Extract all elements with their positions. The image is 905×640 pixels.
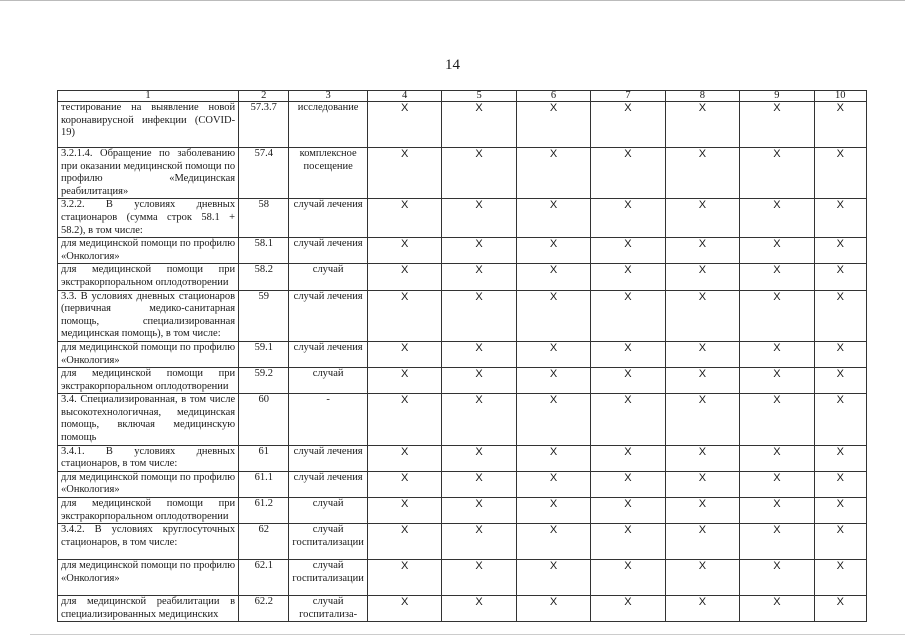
value-cell: X bbox=[591, 264, 665, 290]
value-cell: X bbox=[591, 445, 665, 471]
value-cell: X bbox=[665, 238, 739, 264]
column-number: 10 bbox=[814, 91, 866, 102]
value-cell: X bbox=[367, 445, 441, 471]
unit-of-measure: случай лечения bbox=[289, 341, 367, 367]
value-cell: X bbox=[740, 394, 814, 445]
value-cell: X bbox=[814, 148, 866, 199]
unit-of-measure: случай лечения bbox=[289, 290, 367, 341]
row-code: 59.1 bbox=[239, 341, 289, 367]
value-cell: X bbox=[442, 596, 516, 622]
row-code: 57.3.7 bbox=[239, 102, 289, 148]
value-cell: X bbox=[740, 148, 814, 199]
value-cell: X bbox=[367, 596, 441, 622]
value-cell: X bbox=[516, 394, 590, 445]
value-cell: X bbox=[516, 341, 590, 367]
value-cell: X bbox=[516, 199, 590, 238]
value-cell: X bbox=[740, 238, 814, 264]
value-cell: X bbox=[665, 445, 739, 471]
value-cell: X bbox=[442, 341, 516, 367]
unit-of-measure: комплексное посещение bbox=[289, 148, 367, 199]
value-cell: X bbox=[516, 264, 590, 290]
value-cell: X bbox=[591, 524, 665, 560]
value-cell: X bbox=[442, 238, 516, 264]
value-cell: X bbox=[740, 199, 814, 238]
value-cell: X bbox=[367, 394, 441, 445]
value-cell: X bbox=[740, 471, 814, 497]
header-row bbox=[58, 91, 867, 102]
indicator-name: для медицинской помощи при экстракорпоральном оплодотворении bbox=[58, 368, 239, 394]
unit-of-measure: случай лечения bbox=[289, 238, 367, 264]
value-cell: X bbox=[367, 148, 441, 199]
row-code: 59 bbox=[239, 290, 289, 341]
value-cell: X bbox=[740, 498, 814, 524]
value-cell: X bbox=[591, 368, 665, 394]
column-number: 7 bbox=[591, 91, 665, 102]
unit-of-measure: исследование bbox=[289, 102, 367, 148]
unit-of-measure: случай лечения bbox=[289, 445, 367, 471]
value-cell: X bbox=[665, 148, 739, 199]
table-row bbox=[58, 445, 867, 471]
row-code: 58.1 bbox=[239, 238, 289, 264]
value-cell: X bbox=[740, 560, 814, 596]
unit-of-measure: случай bbox=[289, 264, 367, 290]
indicator-name: 3.2.1.4. Обращение по заболеванию при оказании медицинской помощи по профилю «Медицинская реабилитация» bbox=[58, 148, 239, 199]
value-cell: X bbox=[516, 596, 590, 622]
value-cell: X bbox=[367, 290, 441, 341]
value-cell: X bbox=[516, 471, 590, 497]
value-cell: X bbox=[591, 102, 665, 148]
value-cell: X bbox=[367, 368, 441, 394]
value-cell: X bbox=[367, 238, 441, 264]
table-row bbox=[58, 498, 867, 524]
column-number: 6 bbox=[516, 91, 590, 102]
value-cell: X bbox=[814, 341, 866, 367]
value-cell: X bbox=[591, 560, 665, 596]
column-number: 9 bbox=[740, 91, 814, 102]
value-cell: X bbox=[367, 264, 441, 290]
value-cell: X bbox=[665, 264, 739, 290]
value-cell: X bbox=[591, 341, 665, 367]
value-cell: X bbox=[367, 102, 441, 148]
value-cell: X bbox=[814, 445, 866, 471]
row-code: 59.2 bbox=[239, 368, 289, 394]
table-row bbox=[58, 199, 867, 238]
value-cell: X bbox=[740, 102, 814, 148]
value-cell: X bbox=[814, 394, 866, 445]
value-cell: X bbox=[516, 238, 590, 264]
page-number: 14 bbox=[445, 57, 460, 73]
column-number: 5 bbox=[442, 91, 516, 102]
value-cell: X bbox=[591, 148, 665, 199]
value-cell: X bbox=[740, 341, 814, 367]
value-cell: X bbox=[814, 524, 866, 560]
table-row bbox=[58, 148, 867, 199]
table-row bbox=[58, 368, 867, 394]
indicator-name: тестирование на выявление новой коронавирусной инфекции (COVID-19) bbox=[58, 102, 239, 148]
value-cell: X bbox=[442, 394, 516, 445]
value-cell: X bbox=[591, 238, 665, 264]
indicator-name: 3.2.2. В условиях дневных стационаров (сумма строк 58.1 + 58.2), в том числе: bbox=[58, 199, 239, 238]
value-cell: X bbox=[814, 368, 866, 394]
unit-of-measure: случай лечения bbox=[289, 471, 367, 497]
value-cell: X bbox=[442, 498, 516, 524]
value-cell: X bbox=[814, 102, 866, 148]
table-row bbox=[58, 102, 867, 148]
table-row bbox=[58, 394, 867, 445]
value-cell: X bbox=[516, 290, 590, 341]
value-cell: X bbox=[367, 199, 441, 238]
indicator-name: для медицинской помощи при экстракорпоральном оплодотворении bbox=[58, 264, 239, 290]
value-cell: X bbox=[740, 290, 814, 341]
value-cell: X bbox=[442, 471, 516, 497]
value-cell: X bbox=[665, 368, 739, 394]
value-cell: X bbox=[591, 471, 665, 497]
value-cell: X bbox=[591, 596, 665, 622]
value-cell: X bbox=[367, 498, 441, 524]
top-edge-line bbox=[0, 0, 905, 1]
value-cell: X bbox=[740, 264, 814, 290]
value-cell: X bbox=[814, 560, 866, 596]
value-cell: X bbox=[516, 102, 590, 148]
value-cell: X bbox=[442, 199, 516, 238]
value-cell: X bbox=[814, 471, 866, 497]
value-cell: X bbox=[665, 290, 739, 341]
column-number: 1 bbox=[58, 91, 239, 102]
value-cell: X bbox=[740, 445, 814, 471]
row-code: 57.4 bbox=[239, 148, 289, 199]
row-code: 61.1 bbox=[239, 471, 289, 497]
unit-of-measure: случай bbox=[289, 368, 367, 394]
unit-of-measure: случай госпитализации bbox=[289, 560, 367, 596]
value-cell: X bbox=[516, 524, 590, 560]
value-cell: X bbox=[442, 524, 516, 560]
value-cell: X bbox=[442, 148, 516, 199]
indicator-name: для медицинской реабилитации в специализированных медицинских bbox=[58, 596, 239, 622]
value-cell: X bbox=[665, 102, 739, 148]
indicator-name: для медицинской помощи при экстракорпоральном оплодотворении bbox=[58, 498, 239, 524]
value-cell: X bbox=[665, 596, 739, 622]
row-code: 61 bbox=[239, 445, 289, 471]
value-cell: X bbox=[442, 102, 516, 148]
table-row bbox=[58, 471, 867, 497]
value-cell: X bbox=[591, 394, 665, 445]
value-cell: X bbox=[516, 560, 590, 596]
row-code: 61.2 bbox=[239, 498, 289, 524]
indicator-name: 3.4.1. В условиях дневных стационаров, в том числе: bbox=[58, 445, 239, 471]
unit-of-measure: случай госпитализа- bbox=[289, 596, 367, 622]
value-cell: X bbox=[665, 498, 739, 524]
indicator-name: 3.4.2. В условиях круглосуточных стационаров, в том числе: bbox=[58, 524, 239, 560]
row-code: 60 bbox=[239, 394, 289, 445]
value-cell: X bbox=[442, 264, 516, 290]
row-code: 62 bbox=[239, 524, 289, 560]
row-code: 58.2 bbox=[239, 264, 289, 290]
indicator-name: 3.4. Специализированная, в том числе высокотехнологичная, медицинская помощь, включая медицинскую помощь bbox=[58, 394, 239, 445]
value-cell: X bbox=[665, 394, 739, 445]
column-number: 3 bbox=[289, 91, 367, 102]
unit-of-measure: случай лечения bbox=[289, 199, 367, 238]
value-cell: X bbox=[591, 498, 665, 524]
value-cell: X bbox=[665, 199, 739, 238]
column-number: 4 bbox=[367, 91, 441, 102]
value-cell: X bbox=[665, 524, 739, 560]
value-cell: X bbox=[516, 498, 590, 524]
value-cell: X bbox=[740, 524, 814, 560]
value-cell: X bbox=[516, 148, 590, 199]
value-cell: X bbox=[665, 341, 739, 367]
value-cell: X bbox=[591, 199, 665, 238]
value-cell: X bbox=[367, 524, 441, 560]
value-cell: X bbox=[814, 290, 866, 341]
row-code: 62.2 bbox=[239, 596, 289, 622]
table-row bbox=[58, 341, 867, 367]
value-cell: X bbox=[442, 560, 516, 596]
value-cell: X bbox=[814, 498, 866, 524]
column-number: 8 bbox=[665, 91, 739, 102]
value-cell: X bbox=[814, 238, 866, 264]
indicator-name: 3.3. В условиях дневных стационаров (первичная медико-санитарная помощь, специализированная медицинская помощь), в том числе: bbox=[58, 290, 239, 341]
value-cell: X bbox=[516, 368, 590, 394]
value-cell: X bbox=[442, 445, 516, 471]
value-cell: X bbox=[665, 560, 739, 596]
value-cell: X bbox=[814, 199, 866, 238]
table-row bbox=[58, 596, 867, 622]
row-code: 58 bbox=[239, 199, 289, 238]
value-cell: X bbox=[814, 596, 866, 622]
value-cell: X bbox=[740, 596, 814, 622]
value-cell: X bbox=[367, 560, 441, 596]
unit-of-measure: - bbox=[289, 394, 367, 445]
table-row bbox=[58, 264, 867, 290]
value-cell: X bbox=[367, 341, 441, 367]
row-code: 62.1 bbox=[239, 560, 289, 596]
column-number: 2 bbox=[239, 91, 289, 102]
indicator-name: для медицинской помощи по профилю «Онкология» bbox=[58, 560, 239, 596]
value-cell: X bbox=[442, 290, 516, 341]
value-cell: X bbox=[814, 264, 866, 290]
value-cell: X bbox=[442, 368, 516, 394]
indicator-name: для медицинской помощи по профилю «Онкология» bbox=[58, 341, 239, 367]
medical-care-table bbox=[57, 90, 867, 622]
table-row bbox=[58, 290, 867, 341]
bottom-edge-line bbox=[30, 634, 905, 635]
unit-of-measure: случай bbox=[289, 498, 367, 524]
value-cell: X bbox=[740, 368, 814, 394]
table-row bbox=[58, 238, 867, 264]
value-cell: X bbox=[516, 445, 590, 471]
unit-of-measure: случай госпитализации bbox=[289, 524, 367, 560]
value-cell: X bbox=[591, 290, 665, 341]
indicator-name: для медицинской помощи по профилю «Онкология» bbox=[58, 238, 239, 264]
table-row bbox=[58, 560, 867, 596]
table-row bbox=[58, 524, 867, 560]
value-cell: X bbox=[665, 471, 739, 497]
indicator-name: для медицинской помощи по профилю «Онкология» bbox=[58, 471, 239, 497]
value-cell: X bbox=[367, 471, 441, 497]
